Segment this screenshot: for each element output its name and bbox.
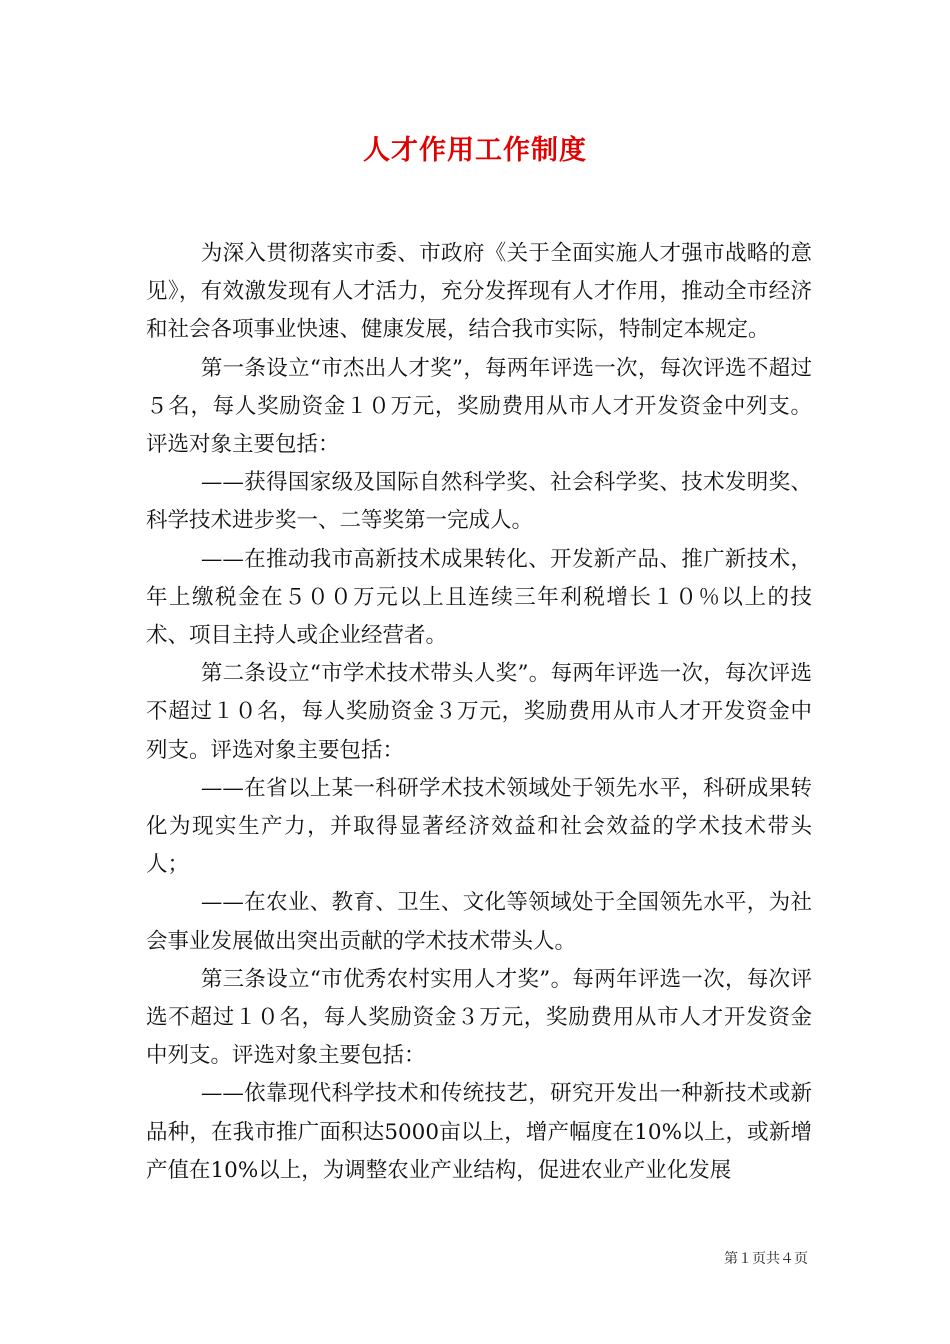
article-2-paragraph: 第二条设立“市学术技术带头人奖”。每两年评选一次，每次评选不超过１０名，每人奖励资金３万元，奖励费用从市人才开发资金中列支。评选对象主要包括： (146, 661, 812, 763)
document-body (146, 235, 812, 1190)
intro-paragraph: 为深入贯彻落实市委、市政府《关于全面实施人才强市战略的意见》，有效激发现有人才活力，充分发挥现有人才作用，推动全市经济和社会各项事业快速、健康发展，结合我市实际，特制定本规定。 (146, 241, 812, 343)
article-3-item-1: ——依靠现代科学技术和传统技艺，研究开发出一种新技术或新品种，在我市推广面积达5000亩以上，增产幅度在10%以上，或新增产值在10%以上，为调整农业产业结构，促进农业产业化发展 (146, 1081, 812, 1183)
article-1-item-2: ——在推动我市高新技术成果转化、开发新产品、推广新技术，年上缴税金在５００万元以上且连续三年利税增长１０％以上的技术、项目主持人或企业经营者。 (146, 546, 812, 649)
article-3-paragraph: 第三条设立“市优秀农村实用人才奖”。每两年评选一次，每次评选不超过１０名，每人奖励资金３万元，奖励费用从市人才开发资金中列支。评选对象主要包括： (146, 966, 812, 1069)
document-title: 人才作用工作制度 (363, 135, 587, 166)
article-2-item-2: ——在农业、教育、卫生、文化等领域处于全国领先水平，为社会事业发展做出突出贡献的学术技术带头人。 (146, 890, 812, 954)
page-number: 第１页共４页 (724, 1251, 808, 1267)
article-1-paragraph: 第一条设立“市杰出人才奖”，每两年评选一次，每次评选不超过５名，每人奖励资金１０万元，奖励费用从市人才开发资金中列支。评选对象主要包括： (146, 355, 812, 458)
article-2-item-1: ——在省以上某一科研学术技术领域处于领先水平，科研成果转化为现实生产力，并取得显著经济效益和社会效益的学术技术带头人； (146, 775, 812, 878)
article-1-item-1: ——获得国家级及国际自然科学奖、社会科学奖、技术发明奖、科学技术进步奖一、二等奖第一完成人。 (146, 470, 812, 534)
